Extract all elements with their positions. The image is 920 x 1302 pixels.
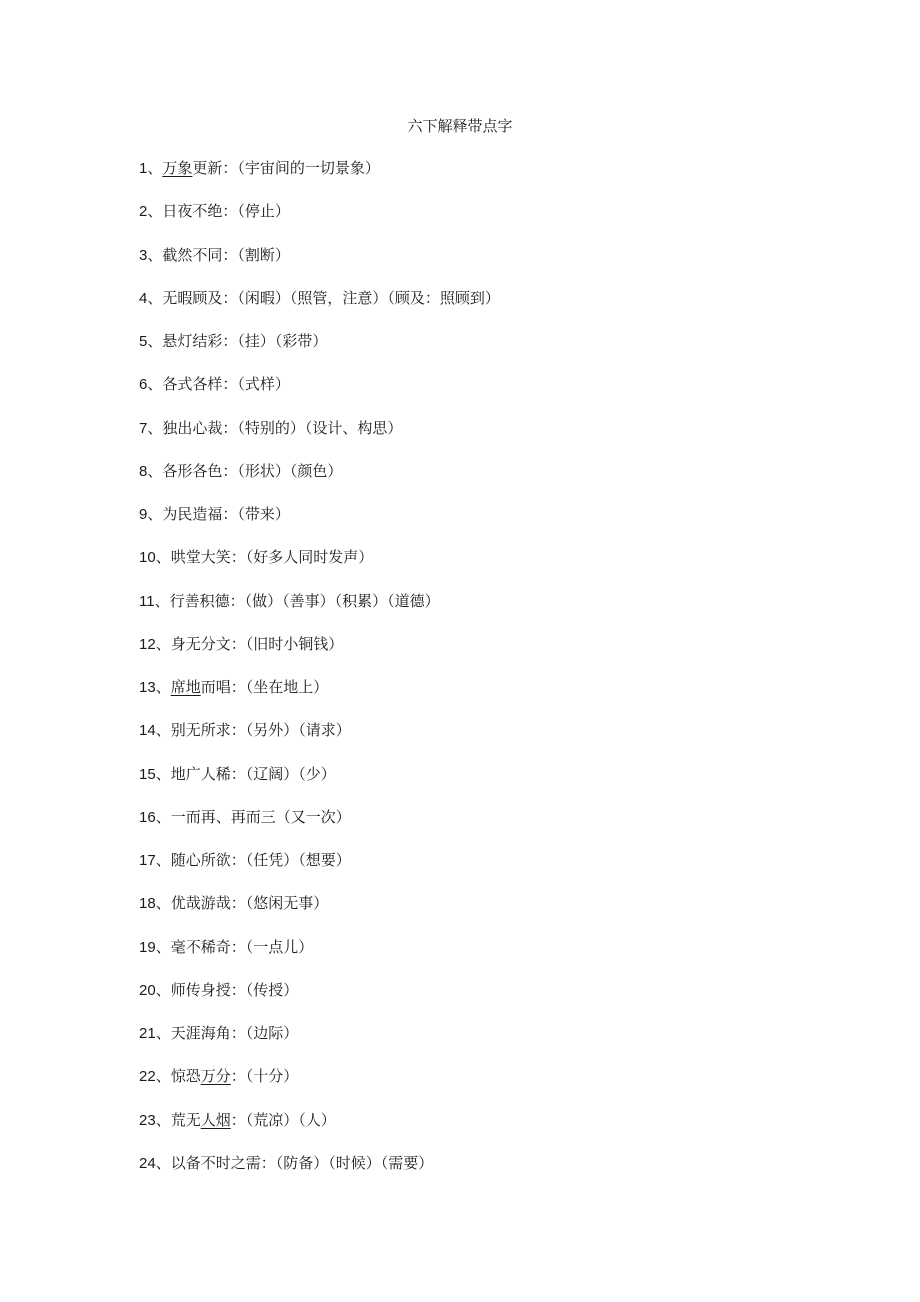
entry-colon: ： <box>222 288 238 307</box>
entry-separator: 、 <box>155 851 171 869</box>
list-item <box>139 591 859 634</box>
entry-term-prefix: 以备不时之需 <box>170 1153 261 1172</box>
entry-colon: ： <box>230 548 246 567</box>
list-item <box>139 418 859 461</box>
entry-term-prefix: 各形各色 <box>162 461 223 480</box>
entry-meaning: （辽阔）（少） <box>245 764 336 783</box>
entry-number: 14 <box>139 722 156 740</box>
entry-number: 3 <box>139 246 148 264</box>
entry-colon: ： <box>260 1153 276 1172</box>
list-item <box>139 1153 859 1196</box>
entry-term-underlined: 席地 <box>170 678 201 696</box>
entry-separator: 、 <box>155 548 171 567</box>
list-item <box>139 764 859 807</box>
entry-number: 10 <box>139 549 156 567</box>
entry-separator: 、 <box>155 1153 171 1172</box>
entry-term-prefix: 荒无 <box>170 1110 201 1129</box>
entry-separator: 、 <box>147 332 163 350</box>
entry-number: 23 <box>139 1111 156 1129</box>
list-item <box>139 1066 859 1109</box>
entry-separator: 、 <box>155 894 171 913</box>
entry-colon: ： <box>222 375 238 394</box>
entry-meaning: （宇宙间的一切景象） <box>237 159 380 177</box>
entry-meaning: （形状）（颜色） <box>237 461 343 480</box>
entry-number: 2 <box>139 203 148 221</box>
entry-meaning: （挂）（彩带） <box>237 332 328 350</box>
entry-term-suffix: 而唱 <box>200 678 231 696</box>
entry-separator: 、 <box>155 764 171 783</box>
list-item <box>139 547 859 590</box>
entry-term-prefix: 行善积德 <box>169 591 230 610</box>
entry-colon: ： <box>230 894 246 913</box>
list-item <box>139 1023 859 1066</box>
entry-number: 1 <box>139 160 148 177</box>
entry-number: 18 <box>139 895 156 913</box>
entry-separator: 、 <box>147 418 163 437</box>
entry-term-prefix: 惊恐 <box>170 1067 201 1086</box>
entry-term-prefix: 哄堂大笑 <box>170 548 231 567</box>
entry-colon: ： <box>222 159 238 177</box>
entry-number: 6 <box>139 376 148 394</box>
list-item <box>139 288 859 331</box>
list-item <box>139 201 859 244</box>
entry-meaning: （做）（善事）（积累）（道德） <box>244 591 440 610</box>
entry-separator: 、 <box>147 245 163 264</box>
entry-term-underlined: 人烟 <box>200 1110 231 1129</box>
entry-meaning: （悠闲无事） <box>245 894 329 913</box>
entry-term-prefix: 日夜不绝 <box>162 202 223 221</box>
entry-term-prefix: 为民造福 <box>162 505 223 523</box>
entry-term-prefix: 各式各样 <box>162 375 223 394</box>
entry-term-underlined: 万分 <box>200 1067 231 1086</box>
list-item <box>139 461 859 504</box>
entry-separator: 、 <box>147 159 163 177</box>
entry-separator: 、 <box>147 505 163 523</box>
entry-term-prefix: 身无分文 <box>170 634 231 653</box>
entry-term-prefix: 悬灯结彩 <box>162 332 223 350</box>
entry-colon: ： <box>230 1110 246 1129</box>
entry-meaning: （另外）（请求） <box>245 721 351 740</box>
entry-meaning: （一点儿） <box>245 937 314 956</box>
entry-separator: 、 <box>147 288 163 307</box>
list-item <box>139 893 859 936</box>
entry-number: 9 <box>139 506 148 523</box>
entry-separator: 、 <box>155 937 171 956</box>
entry-separator: 、 <box>155 634 171 653</box>
entry-colon: ： <box>230 721 246 740</box>
entry-meaning: （式样） <box>237 375 290 394</box>
entry-number: 7 <box>139 419 148 437</box>
entry-colon: ： <box>222 332 238 350</box>
entry-term-prefix: 随心所欲 <box>170 851 231 869</box>
entry-term-prefix: 独出心裁 <box>162 418 223 437</box>
list-item <box>139 158 859 201</box>
entry-separator: 、 <box>154 591 170 610</box>
entry-meaning: （荒凉）（人） <box>245 1110 336 1129</box>
entry-separator: 、 <box>147 461 163 480</box>
entry-number: 13 <box>139 679 156 696</box>
entry-colon: ： <box>229 591 245 610</box>
entry-meaning: （闲暇）（照管，注意）（顾及：照顾到） <box>237 288 500 307</box>
entry-separator: 、 <box>155 721 171 740</box>
list-item <box>139 245 859 288</box>
entry-meaning: （十分） <box>245 1067 299 1086</box>
entry-term-prefix: 截然不同 <box>162 245 223 264</box>
entry-colon: ： <box>230 937 246 956</box>
entry-meaning: （特别的）（设计、构思） <box>237 418 403 437</box>
entry-meaning: （旧时小铜钱） <box>245 634 344 653</box>
entry-colon: ： <box>222 418 238 437</box>
entry-meaning: （任凭）（想要） <box>245 851 351 869</box>
entry-term-prefix: 别无所求 <box>170 721 231 740</box>
entry-term-prefix: 天涯海角 <box>170 1024 231 1042</box>
list-item <box>139 504 859 547</box>
entry-separator: 、 <box>147 375 163 394</box>
entry-number: 11 <box>139 592 155 610</box>
list-item <box>139 634 859 677</box>
entry-term-prefix: 优哉游哉 <box>170 894 231 913</box>
entry-meaning: （好多人同时发声） <box>245 548 374 567</box>
entry-number: 17 <box>139 852 156 869</box>
entry-colon: ： <box>230 851 246 869</box>
entry-meaning: （带来） <box>237 505 290 523</box>
entry-colon: ： <box>230 634 246 653</box>
entry-term-underlined: 万象 <box>162 159 193 177</box>
entry-colon: ： <box>222 461 238 480</box>
entry-number: 21 <box>139 1025 156 1042</box>
entry-meaning: （传授） <box>245 980 299 999</box>
entry-separator: 、 <box>155 678 171 696</box>
entry-number: 4 <box>139 289 148 307</box>
entry-colon: ： <box>222 505 238 523</box>
entry-list <box>139 158 859 1196</box>
list-item <box>139 677 859 720</box>
entry-colon: ： <box>230 1024 246 1042</box>
list-item <box>139 980 859 1023</box>
entry-colon: ： <box>230 1067 246 1086</box>
entry-number: 5 <box>139 333 148 350</box>
entry-term-prefix: 一而再、再而三 <box>170 807 276 826</box>
list-item <box>139 937 859 980</box>
page-title: 六下解释带点字 <box>407 117 513 135</box>
entry-separator: 、 <box>155 1110 171 1129</box>
entry-meaning: （坐在地上） <box>245 678 329 696</box>
list-item <box>139 807 859 850</box>
entry-term-suffix: 更新 <box>192 159 223 177</box>
entry-term-prefix: 师传身授 <box>170 980 231 999</box>
entry-colon: ： <box>222 202 238 221</box>
entry-separator: 、 <box>155 1067 171 1086</box>
entry-meaning: （停止） <box>237 202 290 221</box>
entry-number: 22 <box>139 1068 156 1086</box>
entry-separator: 、 <box>147 202 163 221</box>
entry-meaning: （割断） <box>237 245 290 264</box>
entry-separator: 、 <box>155 980 171 999</box>
entry-meaning: （边际） <box>245 1024 299 1042</box>
entry-number: 15 <box>139 765 156 783</box>
entry-number: 24 <box>139 1154 156 1172</box>
entry-colon: ： <box>230 980 246 999</box>
entry-colon: ： <box>222 245 238 264</box>
entry-number: 19 <box>139 938 156 956</box>
list-item <box>139 331 859 374</box>
entry-term-prefix: 无暇顾及 <box>162 288 223 307</box>
entry-number: 16 <box>139 808 156 826</box>
list-item <box>139 1110 859 1153</box>
entry-meaning: （又一次） <box>275 807 351 826</box>
entry-term-prefix: 地广人稀 <box>170 764 231 783</box>
entry-colon: ： <box>230 764 246 783</box>
entry-meaning: （防备）（时候）（需要） <box>275 1153 434 1172</box>
entry-number: 20 <box>139 981 156 999</box>
entry-term-prefix: 毫不稀奇 <box>170 937 231 956</box>
entry-separator: 、 <box>155 1024 171 1042</box>
entry-colon: ： <box>230 678 246 696</box>
list-item <box>139 850 859 893</box>
list-item <box>139 374 859 417</box>
list-item <box>139 720 859 763</box>
entry-number: 12 <box>139 635 156 653</box>
entry-number: 8 <box>139 462 148 480</box>
entry-separator: 、 <box>155 807 171 826</box>
